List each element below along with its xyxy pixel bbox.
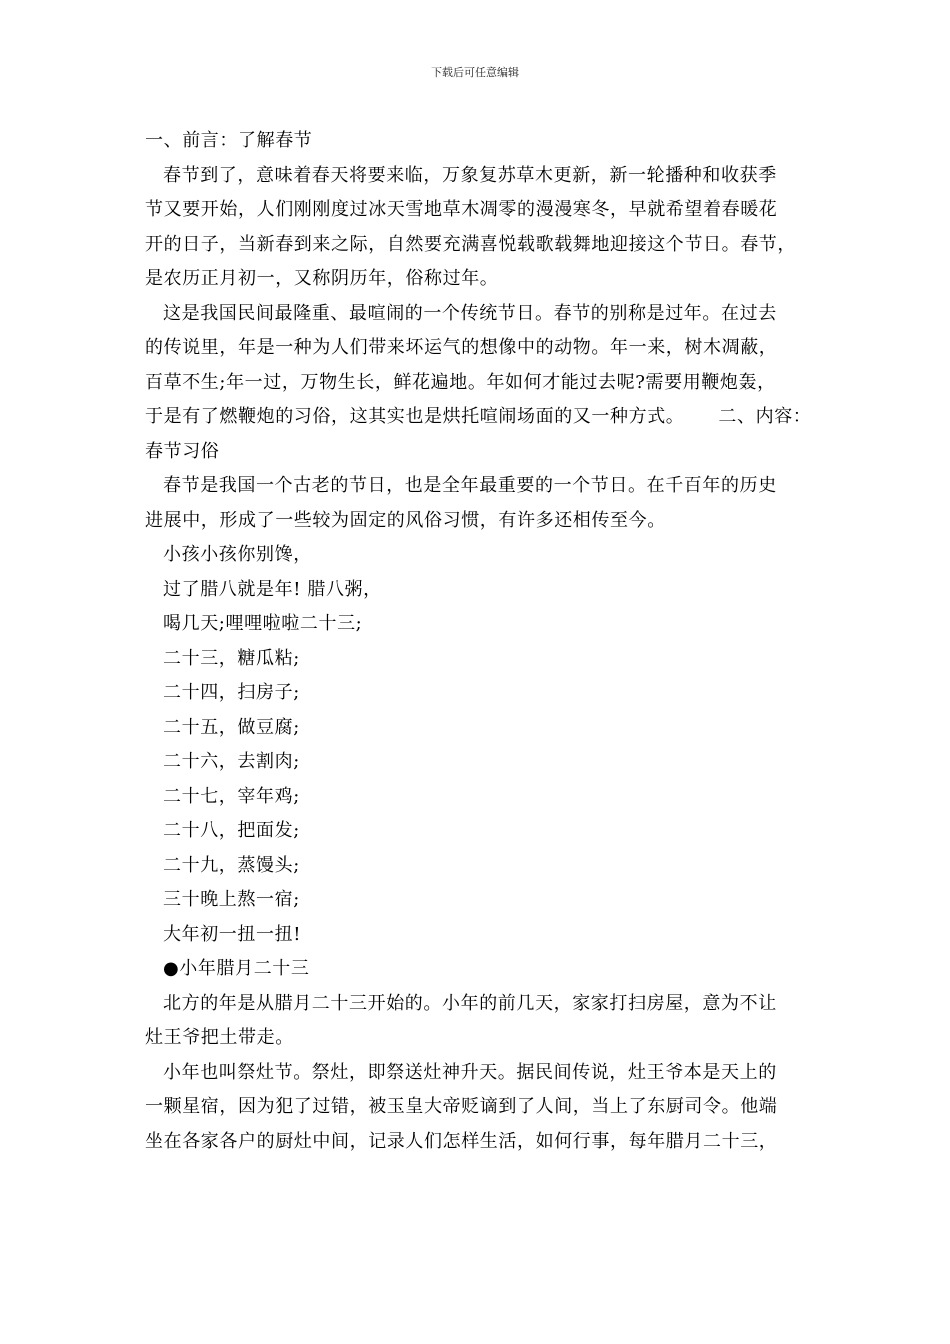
text-line (145, 676, 810, 711)
text-line (145, 159, 810, 194)
text-line-content: 进展中，形成了一些较为固定的风俗习惯，有许多还相传至今。 (145, 509, 666, 531)
text-line (145, 711, 810, 746)
text-line-content: ●小年腊月二十三 (163, 958, 310, 979)
text-line-content: 大年初一扭一扭! (163, 923, 302, 945)
text-line (145, 1090, 810, 1125)
text-line-content: 春节到了，意味着春天将要来临，万象复苏草木更新，新一轮播种和收获季 (163, 164, 777, 186)
text-line (145, 987, 810, 1022)
text-line-content: 一颗星宿，因为犯了过错，被玉皇大帝贬谪到了人间，当上了东厨司令。他端 (145, 1096, 778, 1117)
text-line (145, 780, 810, 815)
text-line (145, 1021, 810, 1056)
text-line-content: 灶王爷把土带走。 (145, 1027, 294, 1048)
text-line (145, 607, 810, 642)
text-line-content: 于是有了燃鞭炮的习俗，这其实也是烘托喧闹场面的又一种方式。 (145, 406, 685, 427)
text-line (145, 849, 810, 884)
text-line (145, 504, 810, 539)
text-line (145, 573, 810, 608)
text-line-content: 一、前言：了解春节 (145, 130, 313, 151)
text-line (145, 400, 810, 435)
text-line (145, 883, 810, 918)
text-line-content: 二十八，把面发; (163, 820, 300, 841)
text-line-content: 的传说里，年是一种为人们带来坏运气的想像中的动物。年一来，树木凋蔽， (145, 337, 778, 358)
text-line (145, 952, 810, 987)
text-line (145, 331, 810, 366)
text-line-content: 二十七，宰年鸡; (163, 785, 300, 807)
text-line-content: 春节习俗 (145, 440, 220, 462)
text-line (145, 435, 810, 470)
text-line (145, 366, 810, 401)
section-heading-inline: 二、内容： (718, 406, 812, 427)
text-line-content: 二十三，糖瓜粘; (163, 647, 300, 669)
text-line-content: 喝几天;哩哩啦啦二十三; (163, 613, 363, 634)
text-line (145, 642, 810, 677)
text-line-content: 二十六，去割肉; (163, 751, 300, 772)
text-line-content: 节又要开始，人们刚刚度过冰天雪地草木凋零的漫漫寒冬，早就希望着春暖花 (145, 199, 778, 220)
text-line (145, 262, 810, 297)
text-line (145, 193, 810, 228)
text-line (145, 538, 810, 573)
text-line (145, 918, 810, 953)
text-line-content: 百草不生;年一过，万物生长，鲜花遍地。年如何才能过去呢?需要用鞭炮轰， (145, 371, 776, 393)
text-line-content: 二十九，蒸馒头; (163, 854, 300, 876)
text-line-content: 是农历正月初一，又称阴历年，俗称过年。 (145, 268, 499, 289)
text-line (145, 297, 810, 332)
text-line-content: 春节是我国一个古老的节日，也是全年最重要的一个节日。在千百年的历史 (163, 475, 777, 496)
text-line-content: 北方的年是从腊月二十三开始的。小年的前几天，家家打扫房屋，意为不让 (163, 992, 777, 1014)
text-line-content: 小年也叫祭灶节。祭灶，即祭送灶神升天。据民间传说，灶王爷本是天上的 (163, 1061, 777, 1083)
text-line-content: 开的日子，当新春到来之际，自然要充满喜悦载歌载舞地迎接这个节日。春节， (145, 233, 796, 255)
text-line (145, 1056, 810, 1091)
text-line-content: 三十晚上熬一宿; (163, 889, 300, 910)
text-line-content: 二十五，做豆腐; (163, 716, 300, 738)
text-line (145, 814, 810, 849)
text-line (145, 745, 810, 780)
text-line (145, 469, 810, 504)
document-body (145, 124, 810, 1159)
text-line-content: 这是我国民间最隆重、最喧闹的一个传统节日。春节的别称是过年。在过去 (163, 302, 777, 324)
text-line (145, 228, 810, 263)
text-line (145, 1125, 810, 1160)
header-note: 下载后可任意编辑 (431, 66, 519, 79)
text-line (145, 124, 810, 159)
text-line-content: 过了腊八就是年! 腊八粥， (163, 578, 382, 600)
text-line-content: 二十四，扫房子; (163, 682, 300, 703)
text-line-content: 坐在各家各户的厨灶中间，记录人们怎样生活，如何行事，每年腊月二十三， (145, 1130, 778, 1152)
text-line-content: 小孩小孩你别馋， (163, 544, 312, 565)
